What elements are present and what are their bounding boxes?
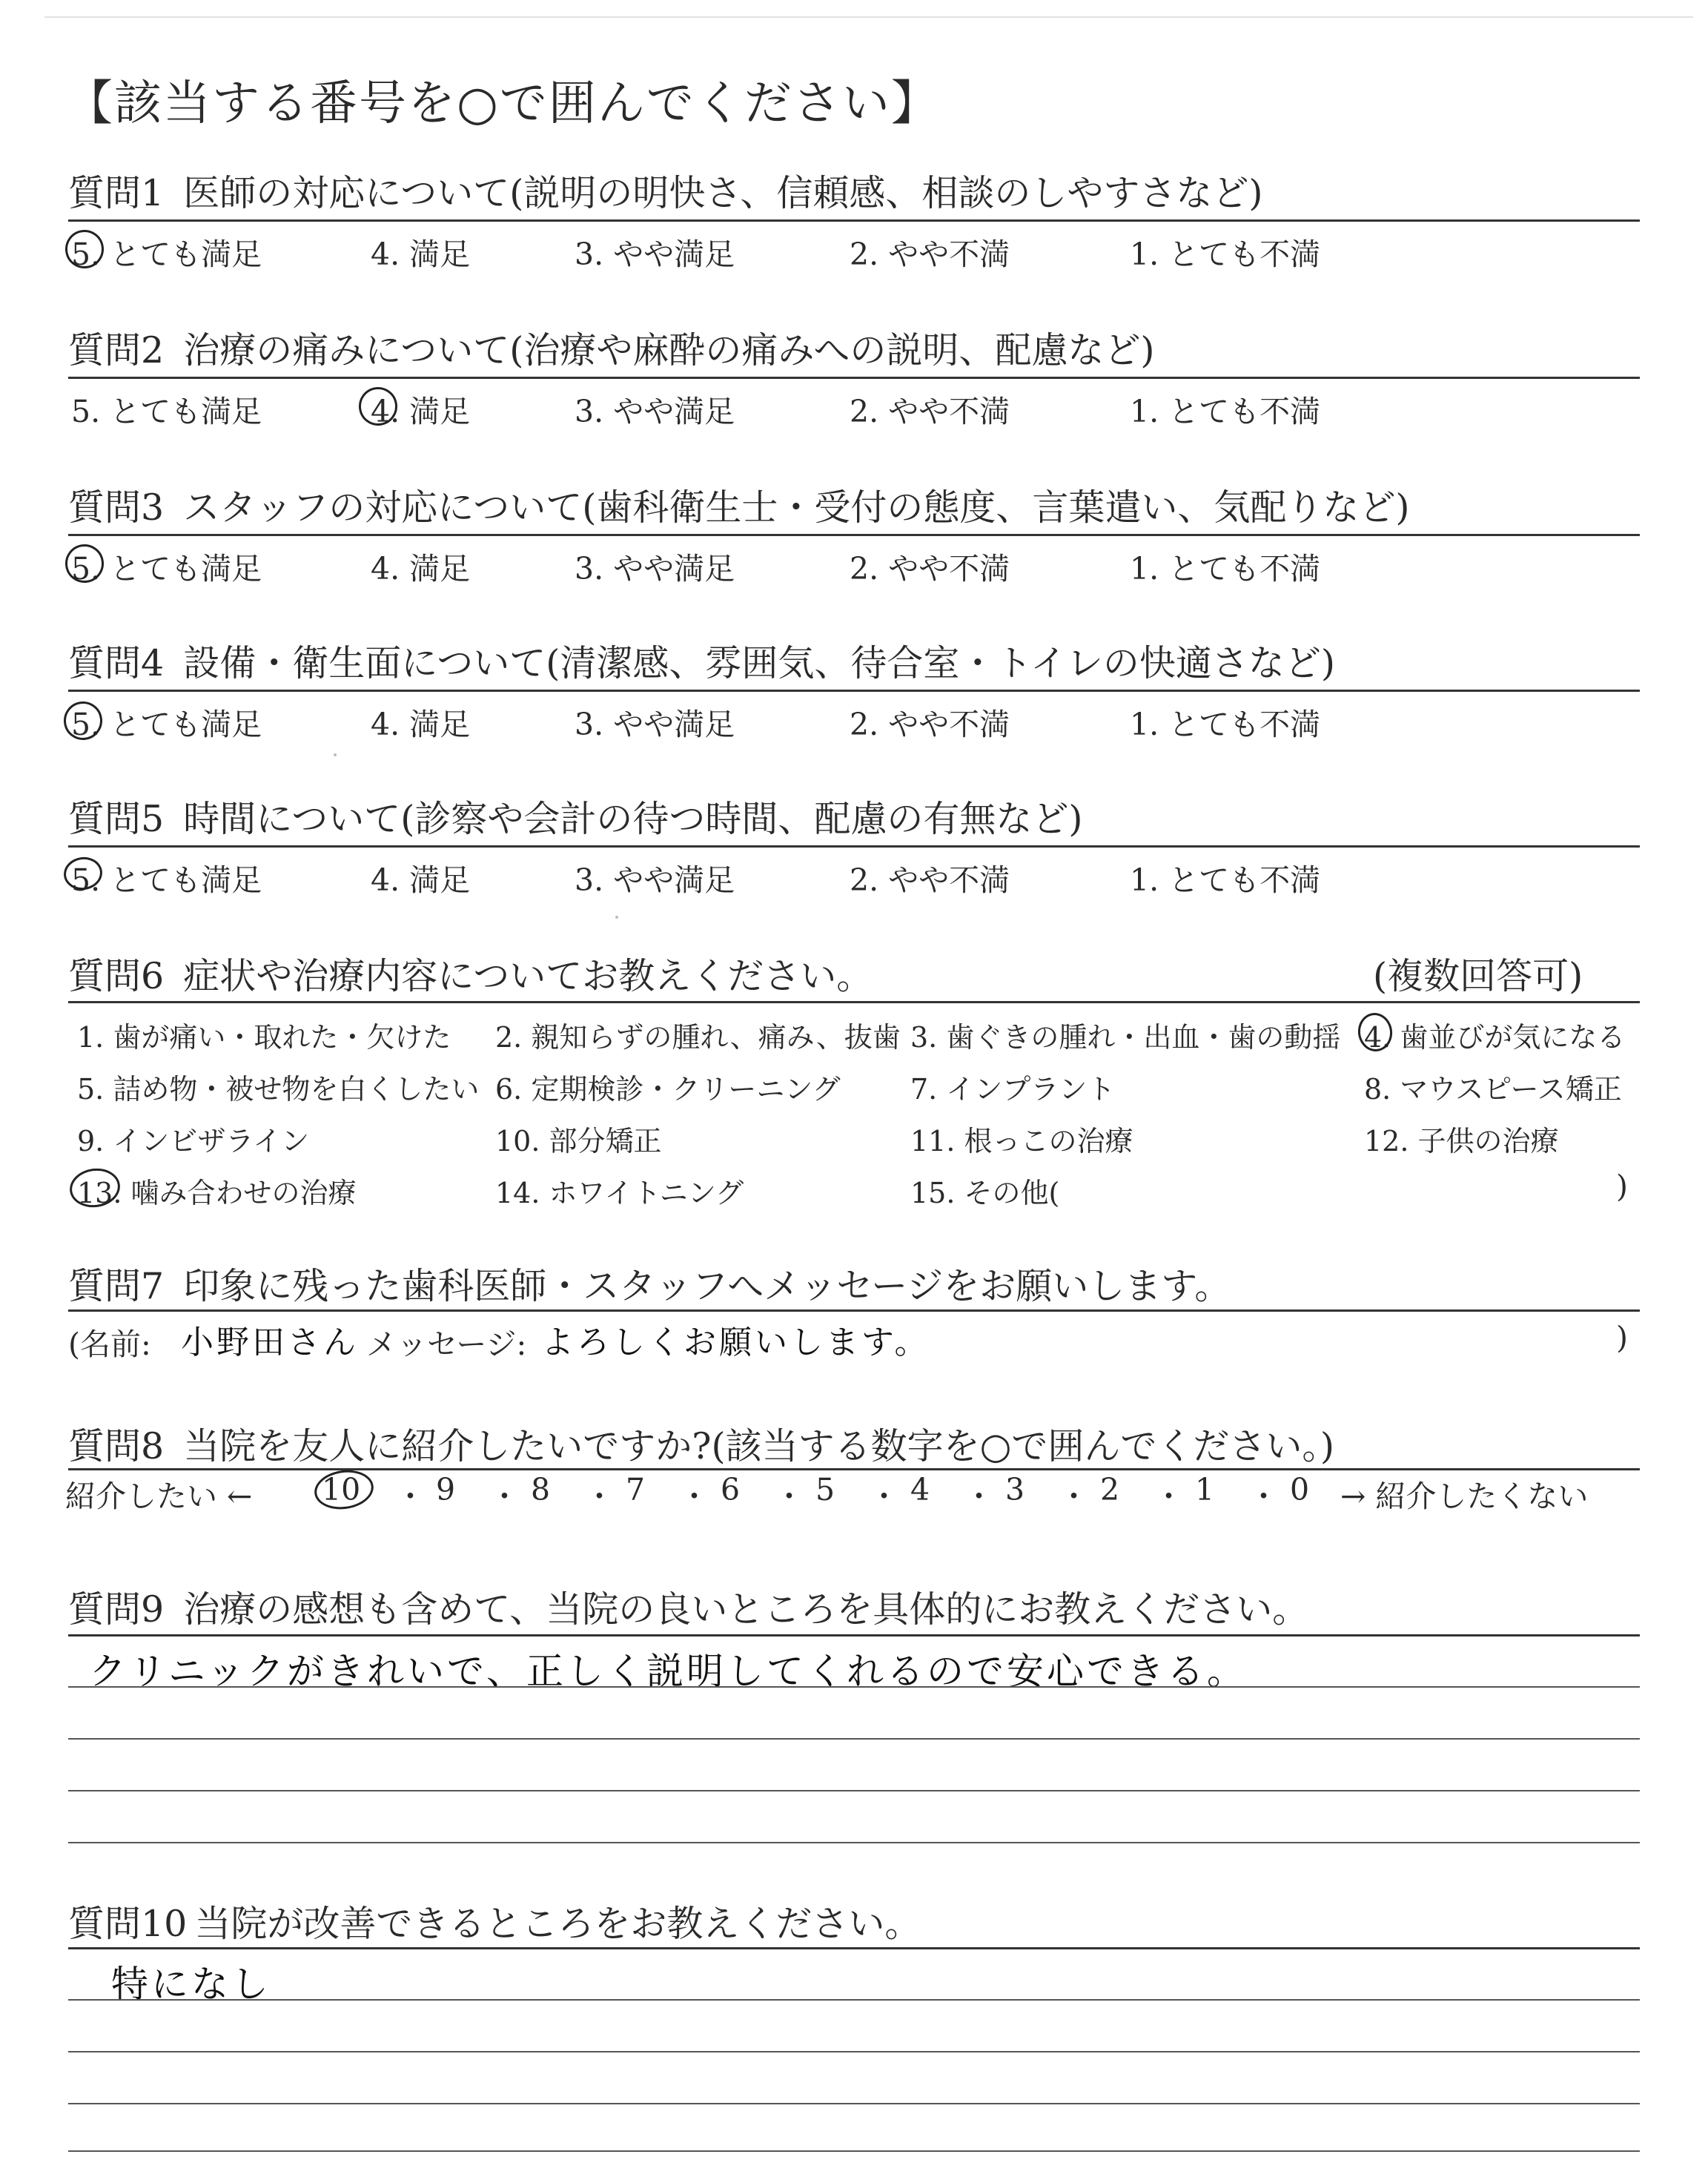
question-3-number: 質問3	[68, 486, 165, 529]
question-1-title	[68, 165, 1262, 217]
page-title: 【該当する番号を○で囲んでください】	[65, 76, 940, 131]
question-3-title	[68, 479, 1409, 531]
scale-separator: ・	[489, 1479, 520, 1514]
question-5-number: 質問5	[68, 798, 165, 840]
scale-separator: ・	[679, 1479, 709, 1514]
scan-edge-line	[44, 16, 1693, 18]
question-4-text: 設備・衛生面について(清潔感、雰囲気、待合室・トイレの快適さなど)	[183, 642, 1335, 684]
answer-line	[68, 2150, 1640, 2152]
scale-7[interactable]: 7	[626, 1472, 646, 1507]
scale-3[interactable]: 3	[1005, 1472, 1025, 1507]
question-6-number: 質問6	[68, 955, 165, 997]
question-5-text: 時間について(診察や会計の待つ時間、配慮の有無など)	[183, 798, 1083, 840]
option-1[interactable]: 1. とても不満	[1130, 707, 1321, 742]
answer-line	[68, 1842, 1640, 1843]
message-value[interactable]: よろしくお願いします。	[541, 1324, 930, 1361]
scale-2[interactable]: 2	[1100, 1472, 1120, 1507]
question-10-number: 質問10	[68, 1903, 188, 1945]
name-label: (名前:	[68, 1327, 151, 1362]
scale-9[interactable]: 9	[436, 1472, 456, 1507]
scale-right-label: → 紹介したくない	[1340, 1479, 1589, 1514]
scale-0[interactable]: 0	[1290, 1472, 1310, 1507]
option-4[interactable]: 4. 満足	[371, 862, 471, 898]
option-1[interactable]: 1. とても不満	[1130, 394, 1321, 429]
question-8-title	[68, 1418, 1334, 1470]
scale-10[interactable]: 10	[322, 1472, 361, 1507]
option-5[interactable]: 5. とても満足	[71, 707, 262, 742]
choice-14[interactable]: 14. ホワイトニング	[495, 1177, 744, 1209]
scan-speck	[615, 916, 618, 919]
answer-line	[68, 1999, 1640, 2001]
option-1[interactable]: 1. とても不満	[1130, 862, 1321, 898]
scale-separator: ・	[869, 1479, 899, 1514]
question-9-answer[interactable]: クリニックがきれいで、正しく説明してくれるので安心できる。	[89, 1650, 1247, 1693]
name-value[interactable]: 小野田さん	[181, 1324, 359, 1361]
option-4[interactable]: 4. 満足	[371, 394, 471, 429]
question-6-title	[68, 948, 1583, 1000]
option-4[interactable]: 4. 満足	[371, 707, 471, 742]
choice-4[interactable]: 4. 歯並びが気になる	[1364, 1021, 1626, 1054]
option-5[interactable]: 5. とても満足	[71, 237, 262, 272]
divider	[68, 534, 1640, 536]
question-1-number: 質問1	[68, 172, 165, 214]
option-2[interactable]: 2. やや不満	[850, 862, 1010, 898]
divider	[68, 690, 1640, 692]
option-5[interactable]: 5. とても満足	[71, 551, 262, 587]
question-9-title	[68, 1581, 1308, 1633]
question-6-note: (複数回答可)	[1373, 955, 1583, 997]
question-8-number: 質問8	[68, 1425, 165, 1467]
question-3-text: スタッフの対応について(歯科衛生士・受付の態度、言葉遣い、気配りなど)	[183, 486, 1410, 529]
option-3[interactable]: 3. やや満足	[575, 551, 735, 587]
scale-8[interactable]: 8	[531, 1472, 551, 1507]
option-5[interactable]: 5. とても満足	[71, 394, 262, 429]
choice-15-close-paren: )	[1616, 1169, 1628, 1204]
scale-5[interactable]: 5	[815, 1472, 835, 1507]
option-4[interactable]: 4. 満足	[371, 551, 471, 587]
choice-6[interactable]: 6. 定期検診・クリーニング	[495, 1073, 841, 1106]
option-3[interactable]: 3. やや満足	[575, 394, 735, 429]
scale-separator: ・	[774, 1479, 804, 1514]
answer-line	[68, 2103, 1640, 2104]
option-3[interactable]: 3. やや満足	[575, 707, 735, 742]
divider	[68, 1001, 1640, 1003]
option-3[interactable]: 3. やや満足	[575, 237, 735, 272]
option-2[interactable]: 2. やや不満	[850, 707, 1010, 742]
divider	[68, 1634, 1640, 1636]
option-5[interactable]: 5. とても満足	[71, 862, 262, 898]
choice-8[interactable]: 8. マウスピース矯正	[1364, 1073, 1622, 1106]
answer-line	[68, 2051, 1640, 2052]
option-2[interactable]: 2. やや不満	[850, 551, 1010, 587]
divider	[68, 219, 1640, 222]
question-2-title	[68, 322, 1154, 374]
scale-separator: ・	[1153, 1479, 1184, 1514]
question-2-number: 質問2	[68, 329, 165, 371]
question-2-text: 治療の痛みについて(治療や麻酔の痛みへの説明、配慮など)	[183, 329, 1155, 371]
option-2[interactable]: 2. やや不満	[850, 394, 1010, 429]
option-4[interactable]: 4. 満足	[371, 237, 471, 272]
question-6-text: 症状や治療内容についてお教えください。	[183, 955, 873, 997]
choice-1[interactable]: 1. 歯が痛い・取れた・欠けた	[77, 1021, 451, 1054]
question-9-number: 質問9	[68, 1588, 165, 1631]
question-10-answer[interactable]: 特になし	[111, 1963, 271, 2006]
scale-left-label: 紹介したい ←	[65, 1479, 253, 1514]
question-9-text: 治療の感想も含めて、当院の良いところを具体的にお教えください。	[183, 1588, 1309, 1631]
answer-line	[68, 1738, 1640, 1740]
divider	[68, 377, 1640, 379]
answer-line	[68, 1790, 1640, 1791]
choice-12[interactable]: 12. 子供の治療	[1364, 1125, 1559, 1157]
question-1-text: 医師の対応について(説明の明快さ、信頼感、相談のしやすさなど)	[183, 172, 1263, 214]
choice-2[interactable]: 2. 親知らずの腫れ、痛み、抜歯	[495, 1021, 901, 1054]
message-label: メッセージ:	[366, 1327, 527, 1362]
question-4-title	[68, 635, 1335, 687]
divider	[68, 1468, 1640, 1470]
question-8-text: 当院を友人に紹介したいですか?(該当する数字を○で囲んでください。)	[183, 1425, 1334, 1467]
choice-10[interactable]: 10. 部分矯正	[495, 1125, 662, 1157]
option-1[interactable]: 1. とても不満	[1130, 237, 1321, 272]
choice-15[interactable]: 15. その他(	[910, 1177, 1060, 1209]
close-paren: )	[1616, 1320, 1628, 1355]
choice-13[interactable]: 13. 噛み合わせの治療	[77, 1177, 357, 1209]
scale-6[interactable]: 6	[721, 1472, 741, 1507]
scan-speck	[334, 753, 337, 756]
scale-separator: ・	[1248, 1479, 1279, 1514]
question-10-text: 当院が改善できるところをお教えください。	[194, 1903, 921, 1945]
choice-9[interactable]: 9. インビザライン	[77, 1125, 310, 1157]
option-3[interactable]: 3. やや満足	[575, 862, 735, 898]
choice-7[interactable]: 7. インプラント	[910, 1073, 1116, 1106]
answer-line	[68, 1686, 1640, 1688]
divider	[68, 1309, 1640, 1312]
scale-separator: ・	[1059, 1479, 1089, 1514]
scale-separator: ・	[964, 1479, 994, 1514]
divider	[68, 845, 1640, 848]
question-4-number: 質問4	[68, 642, 165, 684]
divider	[68, 1947, 1640, 1949]
choice-11[interactable]: 11. 根っこの治療	[910, 1125, 1133, 1157]
scale-4[interactable]: 4	[910, 1472, 930, 1507]
scale-separator: ・	[584, 1479, 615, 1514]
scale-1[interactable]: 1	[1195, 1472, 1215, 1507]
scale-separator: ・	[395, 1479, 426, 1514]
question-7-number: 質問7	[68, 1265, 165, 1307]
question-7-text: 印象に残った歯科医師・スタッフへメッセージをお願いします。	[183, 1265, 1231, 1307]
option-1[interactable]: 1. とても不満	[1130, 551, 1321, 587]
option-2[interactable]: 2. やや不満	[850, 237, 1010, 272]
question-10-title	[68, 1895, 921, 1947]
question-7-title	[68, 1258, 1231, 1309]
choice-3[interactable]: 3. 歯ぐきの腫れ・出血・歯の動揺	[910, 1021, 1341, 1054]
choice-5[interactable]: 5. 詰め物・被せ物を白くしたい	[77, 1073, 480, 1106]
question-5-title	[68, 790, 1082, 842]
